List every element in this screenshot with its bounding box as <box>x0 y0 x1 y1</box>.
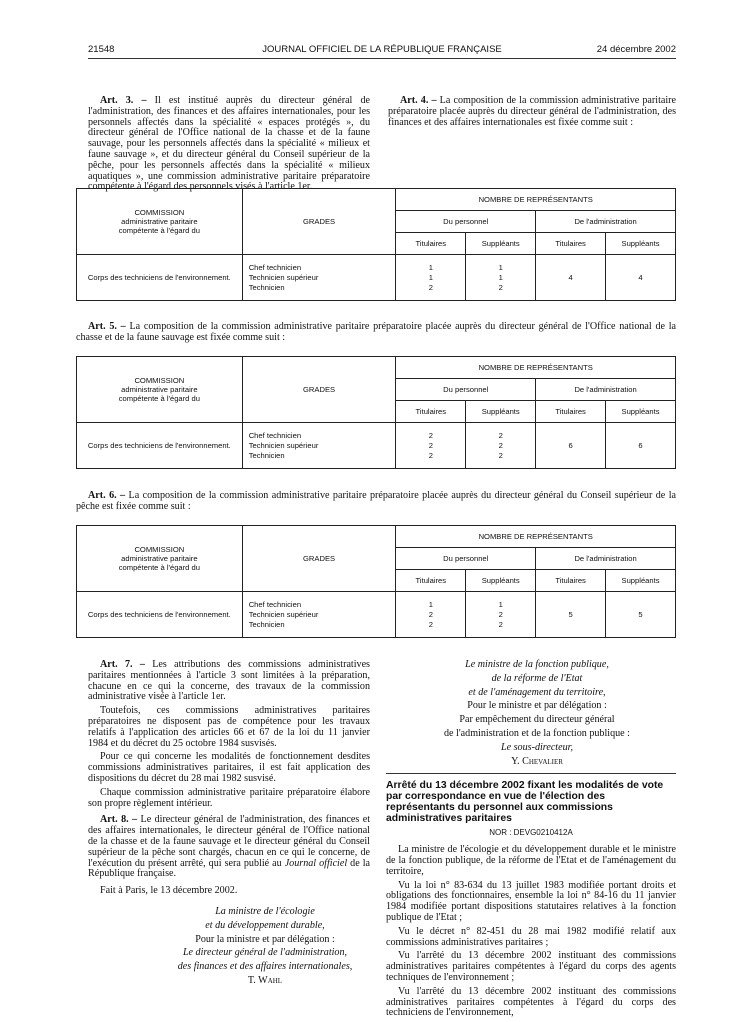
pers-tit-cell <box>396 423 466 469</box>
header-nombre: NOMBRE DE REPRÉSENTANTS <box>396 357 676 379</box>
adm-sup-cell: 6 <box>606 423 676 469</box>
header-commission: COMMISSION administrative paritaire compétente à l'égard du <box>77 189 243 255</box>
value-pers-tit: 2 <box>428 440 433 450</box>
signature-right <box>386 660 676 767</box>
header-administration: De l'administration <box>536 211 676 233</box>
value-pers-tit: 2 <box>428 450 433 460</box>
value-pers-sup: 2 <box>498 282 503 292</box>
arrete-p5: Vu l'arrêté du 13 décembre 2002 instituant des commissions administratives paritaires compétentes à l'égard du corps des techniciens de l'environnement, <box>386 985 676 1019</box>
adm-tit-cell: 6 <box>536 423 606 469</box>
header-grades: GRADES <box>242 189 396 255</box>
value-pers-tit: 2 <box>428 282 433 292</box>
header-titulaires-administration: Titulaires <box>536 570 606 592</box>
header-nombre: NOMBRE DE REPRÉSENTANTS <box>396 526 676 548</box>
article-7-p3: Pour ce qui concerne les modalités de fonctionnement desdites commissions administratives paritaires, il est fait application des dispositions du décret du 28 mai 1982 susvisé. <box>88 751 370 784</box>
value-pers-sup: 1 <box>498 262 503 272</box>
article-6-text: La composition de la commission administrative paritaire préparatoire placée auprès du directeur général du Conseil supérieur de la pêche est fixée comme suit : <box>76 490 676 512</box>
article-3-label: Art. 3. – <box>100 95 147 106</box>
sig-right-l1: Le ministre de la fonction publique, <box>465 659 609 670</box>
article-3 <box>88 96 370 196</box>
header-suppleants-administration: Suppléants <box>606 401 676 423</box>
header-titulaires-administration: Titulaires <box>536 233 606 255</box>
header-suppleants-administration: Suppléants <box>606 233 676 255</box>
article-4-text: La composition de la commission administrative paritaire préparatoire placée auprès du directeur général de l'administration, des finances et des affaires internationales est fixée comme suit : <box>388 95 676 128</box>
article-6 <box>76 491 676 513</box>
table-row <box>77 423 676 469</box>
arrete-p4: Vu l'arrêté du 13 décembre 2002 instituant des commissions administratives paritaires compétentes à l'égard du corps des agents techniques de l'environnement ; <box>386 950 676 983</box>
value-pers-sup: 2 <box>498 430 503 440</box>
header-personnel: Du personnel <box>396 548 536 570</box>
grade-label: Chef technicien <box>248 599 302 609</box>
corps-cell: Corps des techniciens de l'environnement. <box>77 255 243 301</box>
sig-right-l7: Le sous-directeur, <box>501 741 573 753</box>
adm-sup-cell: 4 <box>606 255 676 301</box>
article-8-journal: Journal officiel <box>284 857 348 869</box>
header-nombre: NOMBRE DE REPRÉSENTANTS <box>396 189 676 211</box>
grades-cell <box>242 423 396 469</box>
sig-right-l6: de l'administration et de la fonction publique : <box>444 727 630 739</box>
pers-tit-cell <box>396 592 466 638</box>
table-row <box>77 592 676 638</box>
sig-right-name: Y. Chevalier <box>511 755 563 767</box>
grade-label: Technicien supérieur <box>248 440 319 450</box>
value-pers-sup: 2 <box>498 450 503 460</box>
grade-label: Technicien <box>248 282 285 292</box>
article-5 <box>76 322 676 344</box>
left-column-bottom <box>88 660 370 990</box>
header-personnel: Du personnel <box>396 211 536 233</box>
sig-left-name: T. Wahl <box>247 974 283 986</box>
grade-label: Chef technicien <box>248 262 302 272</box>
pers-sup-cell <box>466 423 536 469</box>
corps-cell: Corps des techniciens de l'environnement. <box>77 423 243 469</box>
page-number: 21548 <box>88 44 115 55</box>
header-suppleants-personnel: Suppléants <box>466 401 536 423</box>
grade-label: Technicien supérieur <box>248 609 319 619</box>
journal-title: JOURNAL OFFICIEL DE LA RÉPUBLIQUE FRANÇAISE <box>262 44 502 55</box>
header-titulaires-administration: Titulaires <box>536 401 606 423</box>
fait-a-paris: Fait à Paris, le 13 décembre 2002. <box>100 885 238 897</box>
grade-label: Technicien <box>248 619 285 629</box>
header-administration: De l'administration <box>536 379 676 401</box>
right-column-bottom <box>386 660 676 1022</box>
article-7-text: Les attributions des commissions administratives paritaires mentionnées à l'article 3 sont limitées à la préparation, chacune en ce qui la concerne, des travaux de la commission administrative visée à l'article 1er. <box>88 659 370 703</box>
value-pers-sup: 2 <box>498 609 503 619</box>
header-grades: GRADES <box>242 357 396 423</box>
arrete-nor: NOR : DEVG0210412A <box>489 828 573 838</box>
table-row <box>77 255 676 301</box>
grade-label: Chef technicien <box>248 430 302 440</box>
value-pers-sup: 2 <box>498 440 503 450</box>
header-suppleants-personnel: Suppléants <box>466 570 536 592</box>
adm-sup-cell: 5 <box>606 592 676 638</box>
issue-date: 24 décembre 2002 <box>596 44 676 55</box>
value-pers-tit: 1 <box>428 262 433 272</box>
page-header <box>88 34 676 59</box>
header-grades: GRADES <box>242 526 396 592</box>
adm-tit-cell: 4 <box>536 255 606 301</box>
header-titulaires-personnel: Titulaires <box>396 570 466 592</box>
table-oncfs <box>76 356 676 469</box>
corps-cell: Corps des techniciens de l'environnement. <box>77 592 243 638</box>
value-pers-tit: 2 <box>428 430 433 440</box>
sig-left-l2: et du développement durable, <box>205 919 325 931</box>
sig-right-l3: et de l'aménagement du territoire, <box>468 686 606 698</box>
grades-cell <box>242 592 396 638</box>
signature-left <box>88 907 370 987</box>
article-5-text: La composition de la commission administrative paritaire préparatoire placée auprès du directeur général de l'Office national de la chasse et de la faune sauvage est fixée comme suit : <box>76 321 676 343</box>
pers-tit-cell <box>396 255 466 301</box>
header-personnel: Du personnel <box>396 379 536 401</box>
table-daf <box>76 188 676 301</box>
sig-right-l2: de la réforme de l'Etat <box>491 672 583 684</box>
header-commission: COMMISSION administrative paritaire compétente à l'égard du <box>77 357 243 423</box>
header-titulaires-personnel: Titulaires <box>396 233 466 255</box>
adm-tit-cell: 5 <box>536 592 606 638</box>
header-commission: COMMISSION administrative paritaire compétente à l'égard du <box>77 526 243 592</box>
header-titulaires-personnel: Titulaires <box>396 401 466 423</box>
article-7-p2: Toutefois, ces commissions administratives paritaires préparatoires ne disposent pas de compétence pour les travaux relatifs à l'application des articles 66 et 67 de la loi du 11 janvier 1984 et du décret du 25 octobre 1984 susvisés. <box>88 705 370 749</box>
article-5-label: Art. 5. – <box>88 321 126 332</box>
value-pers-tit: 2 <box>428 609 433 619</box>
article-3-text: Il est institué auprès du directeur général de l'administration, des finances et des affaires internationales, pour les personnels affectés dans la spécialité « espaces protégés », du directeur général de l'Office national de la chasse et de la faune sauvage, pour les personnels affectés dans la spécialité « milieux et faune sauvage », et du directeur général du Conseil supérieur de la pêche, pour les personnels affectés dans la spécialité « milieux aquatiques », une commission administrative paritaire préparatoire compétente à l'égard des personnels visés à l'article 1er. <box>88 95 370 193</box>
article-8-label: Art. 8. – <box>100 814 138 826</box>
sig-left-l5: des finances et des affaires internationales, <box>177 961 353 973</box>
sig-right-l4: Pour le ministre et par délégation : <box>467 700 607 712</box>
arrete-title: Arrêté du 13 décembre 2002 fixant les modalités de vote par correspondance en vue de l'élection des représentants du personnel aux commissions administratives paritaires <box>386 780 664 825</box>
sig-right-l5: Par empêchement du directeur général <box>459 714 615 726</box>
pers-sup-cell <box>466 255 536 301</box>
header-suppleants-personnel: Suppléants <box>466 233 536 255</box>
article-6-label: Art. 6. – <box>88 490 126 501</box>
value-pers-sup: 2 <box>498 619 503 629</box>
sig-left-l4: Le directeur général de l'administration, <box>182 947 348 959</box>
article-7-p4: Chaque commission administrative paritaire préparatoire élabore son propre règlement intérieur. <box>88 786 370 809</box>
article-8-text: Le directeur général de l'administration, des finances et des affaires internationales, le directeur général de l'Office national de la chasse et de la faune sauvage et le directeur général du Conseil supérieur de la pêche sont chargés, chacun en ce qui le concerne, de l'exécution du présent arrêté, qui sera publié au <box>88 814 370 869</box>
article-4-label: Art. 4. – <box>400 95 437 106</box>
sig-left-l3: Pour la ministre et par délégation : <box>195 933 335 945</box>
article-4 <box>388 96 676 131</box>
value-pers-sup: 1 <box>498 272 503 282</box>
header-administration: De l'administration <box>536 548 676 570</box>
value-pers-tit: 2 <box>428 619 433 629</box>
value-pers-tit: 1 <box>428 272 433 282</box>
separator <box>386 773 676 774</box>
header-suppleants-administration: Suppléants <box>606 570 676 592</box>
grade-label: Technicien supérieur <box>248 272 319 282</box>
grades-cell <box>242 255 396 301</box>
arrete-p2: Vu la loi n° 83-634 du 13 juillet 1983 modifiée portant droits et obligations des fonctionnaires, ensemble la loi n° 84-16 du 11 janvier 1984 modifiée portant dispositions statutaires relatives à la fonction publique de l'Etat ; <box>386 879 676 923</box>
arrete-p1: La ministre de l'écologie et du développement durable et le ministre de la fonction publique, de la réforme de l'Etat et de l'aménagement du territoire, <box>386 844 676 877</box>
sig-left-l1: La ministre de l'écologie <box>215 905 315 917</box>
grade-label: Technicien <box>248 450 285 460</box>
table-csp <box>76 525 676 638</box>
value-pers-tit: 1 <box>428 599 433 609</box>
pers-sup-cell <box>466 592 536 638</box>
arrete-p3: Vu le décret n° 82-451 du 28 mai 1982 modifié relatif aux commissions administratives paritaires ; <box>386 925 676 948</box>
article-8-end: de la République française. <box>88 857 370 880</box>
value-pers-sup: 1 <box>498 599 503 609</box>
article-7-label: Art. 7. – <box>100 659 145 670</box>
